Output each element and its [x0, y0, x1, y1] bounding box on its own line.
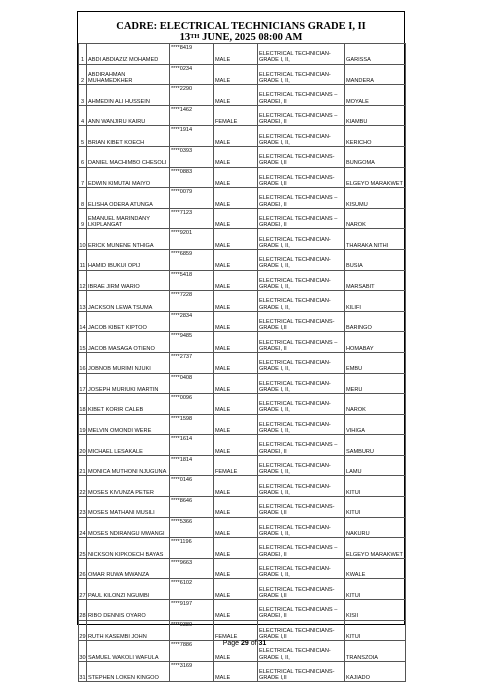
id-number: ****0393	[170, 146, 214, 167]
row-number: 11	[79, 249, 87, 270]
county: EMBU	[345, 352, 406, 373]
table-row	[79, 497, 406, 518]
county: KITUI	[345, 579, 406, 600]
post-title: ELECTRICAL TECHNICIAN-GRADE I, II,	[258, 352, 345, 373]
county: MARSABIT	[345, 270, 406, 291]
id-number: ****0146	[170, 476, 214, 497]
row-number: 24	[79, 517, 87, 538]
post-title: ELECTRICAL TECHNICIANS – GRADEI, II	[258, 188, 345, 209]
county: THARAKA NITHI	[345, 229, 406, 250]
candidate-name: ERICK MUNENE NTHIGA	[87, 229, 170, 250]
table-row	[79, 44, 406, 65]
id-number: ****3169	[170, 661, 214, 682]
county: LAMU	[345, 455, 406, 476]
gender: FEMALE	[214, 455, 258, 476]
row-number: 28	[79, 600, 87, 621]
county: KAJIADO	[345, 661, 406, 682]
row-number: 18	[79, 394, 87, 415]
row-number: 20	[79, 435, 87, 456]
post-title: ELECTRICAL TECHNICIANS- GRADE I,II	[258, 146, 345, 167]
row-number: 4	[79, 105, 87, 126]
candidate-name: STEPHEN LOKEN KINGOO	[87, 661, 170, 682]
row-number: 9	[79, 208, 87, 229]
gender: MALE	[214, 558, 258, 579]
county: NAKURU	[345, 517, 406, 538]
gender: MALE	[214, 579, 258, 600]
post-title: ELECTRICAL TECHNICIANS – GRADEI, II	[258, 538, 345, 559]
id-number: ****7123	[170, 208, 214, 229]
candidate-name: MOSES KIVUNZA PETER	[87, 476, 170, 497]
row-number: 3	[79, 85, 87, 106]
gender: MALE	[214, 85, 258, 106]
table-row	[79, 600, 406, 621]
row-number: 8	[79, 188, 87, 209]
post-title: ELECTRICAL TECHNICIAN-GRADE I, II,	[258, 641, 345, 662]
id-number: ****2290	[170, 85, 214, 106]
table-row	[79, 579, 406, 600]
candidate-name: RUTH KASEMBI JOHN	[87, 620, 170, 641]
county: NAROK	[345, 208, 406, 229]
row-number: 7	[79, 167, 87, 188]
table-row	[79, 455, 406, 476]
row-number: 17	[79, 373, 87, 394]
post-title: ELECTRICAL TECHNICIANS – GRADEI, II	[258, 85, 345, 106]
county: KISUMU	[345, 188, 406, 209]
county: VIHIGA	[345, 414, 406, 435]
gender: MALE	[214, 600, 258, 621]
id-number: ****7228	[170, 291, 214, 312]
county: KITUI	[345, 497, 406, 518]
table-row	[79, 538, 406, 559]
id-number: ****0380	[170, 620, 214, 641]
row-number: 14	[79, 311, 87, 332]
county: HOMABAY	[345, 332, 406, 353]
candidate-name: KIBET KORIR CALEB	[87, 394, 170, 415]
row-number: 2	[79, 64, 87, 85]
post-title: ELECTRICAL TECHNICIAN-GRADE I, II,	[258, 455, 345, 476]
candidate-name: SAMUEL WAKOLI WAFULA	[87, 641, 170, 662]
candidate-name: ANN WANJIRU KAIRU	[87, 105, 170, 126]
candidate-name: EMANUEL MARINDANY LKIPLANGAT	[87, 208, 170, 229]
gender: MALE	[214, 394, 258, 415]
row-number: 16	[79, 352, 87, 373]
gender: MALE	[214, 435, 258, 456]
county: KISII	[345, 600, 406, 621]
gender: MALE	[214, 641, 258, 662]
row-number: 12	[79, 270, 87, 291]
candidate-name: JOSEPH MURIUKI MARTIN	[87, 373, 170, 394]
post-title: ELECTRICAL TECHNICIAN-GRADE I, II,	[258, 44, 345, 65]
post-title: ELECTRICAL TECHNICIAN-GRADE I, II,	[258, 373, 345, 394]
candidate-name: NICKSON KIPKOECH BAYAS	[87, 538, 170, 559]
gender: MALE	[214, 332, 258, 353]
county: ELGEYO MARAKWET	[345, 538, 406, 559]
post-title: ELECTRICAL TECHNICIAN-GRADE I, II,	[258, 476, 345, 497]
county: GARISSA	[345, 44, 406, 65]
row-number: 29	[79, 620, 87, 641]
id-number: ****9485	[170, 332, 214, 353]
table-row	[79, 311, 406, 332]
post-title: ELECTRICAL TECHNICIANS – GRADEI, II	[258, 332, 345, 353]
gender: MALE	[214, 497, 258, 518]
id-number: ****0883	[170, 167, 214, 188]
gender: MALE	[214, 661, 258, 682]
gender: MALE	[214, 517, 258, 538]
table-row	[79, 414, 406, 435]
table-row	[79, 105, 406, 126]
county: ELGEYO MARAKWET	[345, 167, 406, 188]
county: TRANSZOIA	[345, 641, 406, 662]
post-title: ELECTRICAL TECHNICIANS- GRADE I,II	[258, 497, 345, 518]
candidate-name: PAUL KILONZI NGUMBI	[87, 579, 170, 600]
post-title: ELECTRICAL TECHNICIANS- GRADE I,II	[258, 579, 345, 600]
post-title: ELECTRICAL TECHNICIAN-GRADE I, II,	[258, 64, 345, 85]
county: MERU	[345, 373, 406, 394]
gender: MALE	[214, 414, 258, 435]
id-number: ****2834	[170, 311, 214, 332]
table-row	[79, 476, 406, 497]
gender: MALE	[214, 270, 258, 291]
candidate-name: BRIAN KIBET KOECH	[87, 126, 170, 147]
table-row	[79, 229, 406, 250]
candidate-name: MOSES MATHANI MUSILI	[87, 497, 170, 518]
table-row	[79, 167, 406, 188]
id-number: ****8419	[170, 44, 214, 65]
id-number: ****1196	[170, 538, 214, 559]
post-title: ELECTRICAL TECHNICIANS- GRADE I,II	[258, 311, 345, 332]
gender: FEMALE	[214, 105, 258, 126]
table-row	[79, 373, 406, 394]
table-row	[79, 661, 406, 682]
row-number: 27	[79, 579, 87, 600]
gender: FEMALE	[214, 620, 258, 641]
id-number: ****5418	[170, 270, 214, 291]
gender: MALE	[214, 249, 258, 270]
gender: MALE	[214, 352, 258, 373]
post-title: ELECTRICAL TECHNICIANS – GRADEI, II	[258, 600, 345, 621]
table-row	[79, 352, 406, 373]
id-number: ****6102	[170, 579, 214, 600]
post-title: ELECTRICAL TECHNICIAN-GRADE I, II,	[258, 394, 345, 415]
id-number: ****5366	[170, 517, 214, 538]
candidates-table	[78, 43, 406, 682]
post-title: ELECTRICAL TECHNICIANS – GRADEI, II	[258, 208, 345, 229]
gender: MALE	[214, 476, 258, 497]
id-number: ****0234	[170, 64, 214, 85]
table-row	[79, 146, 406, 167]
gender: MALE	[214, 208, 258, 229]
gender: MALE	[214, 146, 258, 167]
county: MANDERA	[345, 64, 406, 85]
row-number: 22	[79, 476, 87, 497]
table-row	[79, 126, 406, 147]
county: BARINGO	[345, 311, 406, 332]
row-number: 19	[79, 414, 87, 435]
candidate-name: OMAR RUWA MWANZA	[87, 558, 170, 579]
candidate-name: MELVIN OMONDI WERE	[87, 414, 170, 435]
table-row	[79, 435, 406, 456]
county: KITUI	[345, 620, 406, 641]
county: KWALE	[345, 558, 406, 579]
post-title: ELECTRICAL TECHNICIAN-GRADE I, II,	[258, 414, 345, 435]
candidate-name: MOSES NDIRANGU MWANGI	[87, 517, 170, 538]
post-title: ELECTRICAL TECHNICIAN-GRADE I, II,	[258, 249, 345, 270]
post-title: ELECTRICAL TECHNICIANS – GRADEI, II	[258, 105, 345, 126]
candidate-name: HAMID IBUKUI OPIJ	[87, 249, 170, 270]
row-number: 5	[79, 126, 87, 147]
table-row	[79, 517, 406, 538]
cadre-title: CADRE: ELECTRICAL TECHNICIANS GRADE I, II	[116, 21, 366, 32]
candidate-name: ABDIRAHMAN MUHAMEDKHER	[87, 64, 170, 85]
row-number: 26	[79, 558, 87, 579]
id-number: ****6859	[170, 249, 214, 270]
county: BUSIA	[345, 249, 406, 270]
candidate-name: AHMEDIN ALI HUSSEIN	[87, 85, 170, 106]
candidate-name: ABDI ABDIAZIZ MOHAMED	[87, 44, 170, 65]
post-title: ELECTRICAL TECHNICIAN-GRADE I, II,	[258, 558, 345, 579]
row-number: 25	[79, 538, 87, 559]
row-number: 1	[79, 44, 87, 65]
page-header	[78, 12, 404, 43]
table-row	[79, 249, 406, 270]
gender: MALE	[214, 291, 258, 312]
county: BUNGOMA	[345, 146, 406, 167]
county: KITUI	[345, 476, 406, 497]
id-number: ****0079	[170, 188, 214, 209]
post-title: ELECTRICAL TECHNICIAN-GRADE I, II,	[258, 126, 345, 147]
row-number: 15	[79, 332, 87, 353]
id-number: ****9197	[170, 600, 214, 621]
id-number: ****0408	[170, 373, 214, 394]
table-row	[79, 394, 406, 415]
gender: MALE	[214, 167, 258, 188]
row-number: 23	[79, 497, 87, 518]
county: SAMBURU	[345, 435, 406, 456]
row-number: 13	[79, 291, 87, 312]
county: KILIFI	[345, 291, 406, 312]
page-footer: Page 29 of 31	[222, 640, 267, 647]
candidate-name: IBRAE JIRM WARIO	[87, 270, 170, 291]
id-number: ****2737	[170, 352, 214, 373]
id-number: ****1814	[170, 455, 214, 476]
table-row	[79, 188, 406, 209]
table-row	[79, 291, 406, 312]
post-title: ELECTRICAL TECHNICIAN-GRADE I, II,	[258, 229, 345, 250]
table-row	[79, 64, 406, 85]
post-title: ELECTRICAL TECHNICIANS- GRADE I,II	[258, 620, 345, 641]
gender: MALE	[214, 373, 258, 394]
table-row	[79, 620, 406, 641]
table-row	[79, 270, 406, 291]
candidate-name: JACKSON LEWA TSUMA	[87, 291, 170, 312]
candidate-name: EDWIN KIMUTAI MAIYO	[87, 167, 170, 188]
id-number: ****9201	[170, 229, 214, 250]
row-number: 21	[79, 455, 87, 476]
gender: MALE	[214, 229, 258, 250]
gender: MALE	[214, 188, 258, 209]
post-title: ELECTRICAL TECHNICIAN-GRADE I, II,	[258, 517, 345, 538]
row-number: 30	[79, 641, 87, 662]
gender: MALE	[214, 311, 258, 332]
table-row	[79, 558, 406, 579]
candidate-name: JACOB KIBET KIPTOO	[87, 311, 170, 332]
id-number: ****9663	[170, 558, 214, 579]
table-row	[79, 208, 406, 229]
county: MOYALE	[345, 85, 406, 106]
table-row	[79, 85, 406, 106]
post-title: ELECTRICAL TECHNICIANS- GRADE I,II	[258, 167, 345, 188]
gender: MALE	[214, 64, 258, 85]
candidate-name: ELISHA ODERA ATUNGA	[87, 188, 170, 209]
id-number: ****1462	[170, 105, 214, 126]
candidate-name: JACOB MASAGA OTIENO	[87, 332, 170, 353]
gender: MALE	[214, 538, 258, 559]
county: KIAMBU	[345, 105, 406, 126]
gender: MALE	[214, 44, 258, 65]
county: KERICHO	[345, 126, 406, 147]
candidate-name: MICHAEL LESAKALE	[87, 435, 170, 456]
county: NAROK	[345, 394, 406, 415]
id-number: ****1598	[170, 414, 214, 435]
row-number: 31	[79, 661, 87, 682]
candidate-name: DANIEL MACHIMBO CHESOLI	[87, 146, 170, 167]
post-title: ELECTRICAL TECHNICIANS – GRADEI, II	[258, 435, 345, 456]
candidate-name: MONICA MUTHONI NJUGUNA	[87, 455, 170, 476]
id-number: ****1614	[170, 435, 214, 456]
id-number: ****7886	[170, 641, 214, 662]
candidate-name: JOBNOB MURIMI NJUKI	[87, 352, 170, 373]
id-number: ****0096	[170, 394, 214, 415]
id-number: ****8646	[170, 497, 214, 518]
row-number: 10	[79, 229, 87, 250]
table-row	[79, 332, 406, 353]
post-title: ELECTRICAL TECHNICIAN-GRADE I, II,	[258, 291, 345, 312]
post-title: ELECTRICAL TECHNICIANS- GRADE I,II	[258, 661, 345, 682]
interview-date: 13TH JUNE, 2025 08:00 AM	[179, 32, 303, 43]
gender: MALE	[214, 126, 258, 147]
row-number: 6	[79, 146, 87, 167]
post-title: ELECTRICAL TECHNICIAN-GRADE I, II,	[258, 270, 345, 291]
candidate-name: RIBO DENNIS OYARO	[87, 600, 170, 621]
id-number: ****1914	[170, 126, 214, 147]
